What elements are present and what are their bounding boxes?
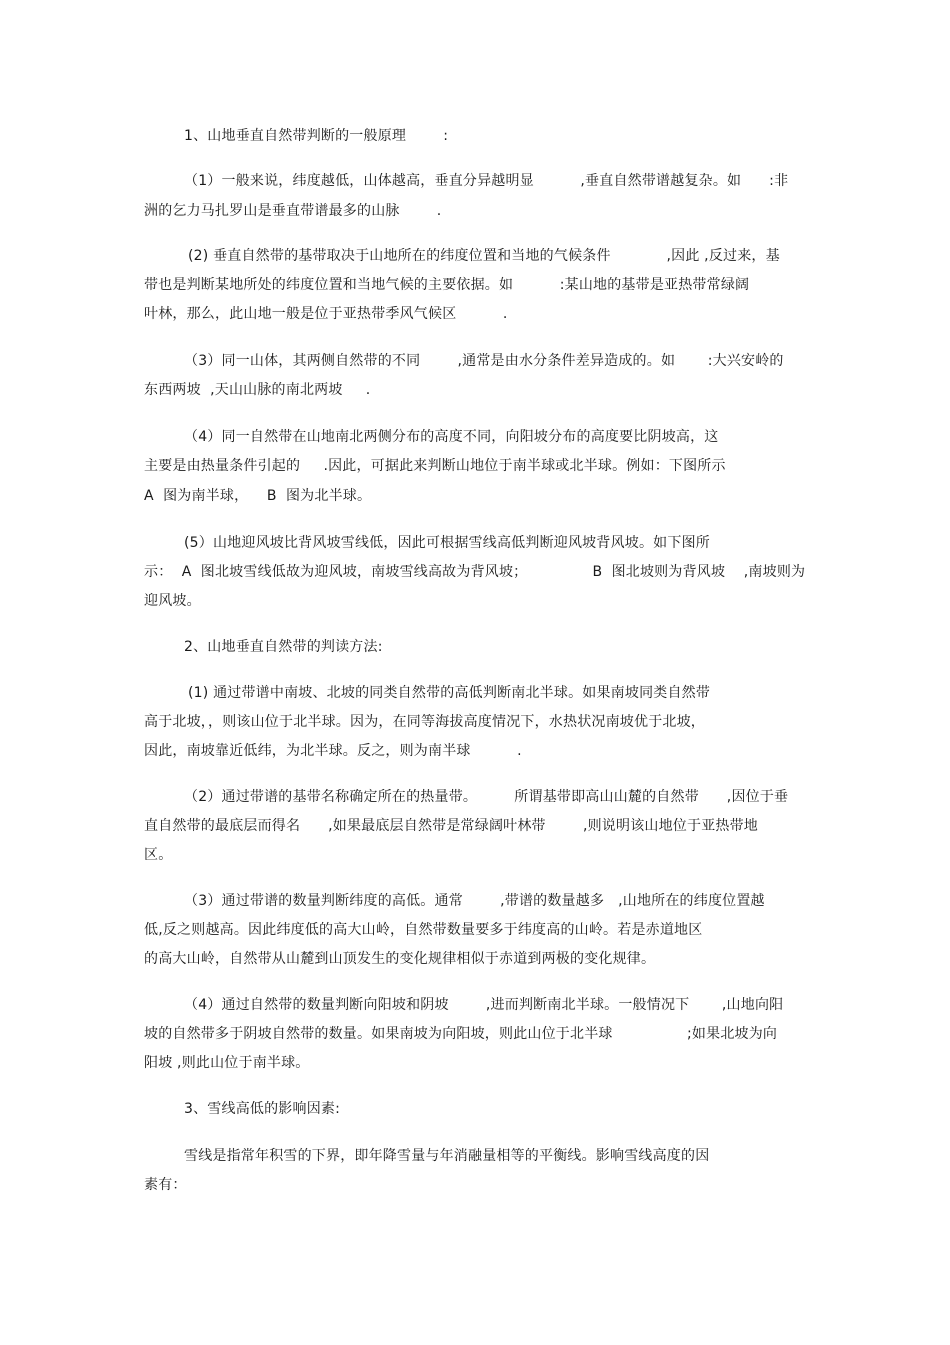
paragraph-4-line-3: A 图为南半球， B 图为北半球。 — [144, 488, 372, 504]
paragraph-5-line-2: 示： A 图北坡雪线低故为迎风坡，南坡雪线高故为背风坡； B 图北坡则为背风坡 ,南坡则为 — [144, 564, 806, 580]
paragraph-3-line-2: 东西两坡 ,天山山脉的南北两坡 . — [144, 382, 371, 398]
paragraph-8-line-1: （3）通过带谱的数量判断纬度的高低。通常 ,带谱的数量越多 ,山地所在的纬度位置越 — [184, 893, 765, 909]
paragraph-8-line-2: 低,反之则越高。因此纬度低的高大山岭，自然带数量要多于纬度高的山岭。若是赤道地区 — [144, 922, 703, 938]
paragraph-2-line-2: 带也是判断某地所处的纬度位置和当地气候的主要依据。如 :某山地的基带是亚热带常绿阔 — [144, 277, 750, 293]
paragraph-9-line-2: 坡的自然带多于阴坡自然带的数量。如果南坡为向阳坡，则此山位于北半球 ;如果北坡为向 — [144, 1026, 778, 1042]
paragraph-6-line-1: (1) 通过带谱中南坡、北坡的同类自然带的高低判断南北半球。如果南坡同类自然带 — [188, 685, 711, 701]
paragraph-2-line-1: (2) 垂直自然带的基带取决于山地所在的纬度位置和当地的气候条件 ,因此 ,反过来，基 — [188, 248, 780, 264]
paragraph-6-line-3: 因此，南坡靠近低纬，为北半球。反之，则为南半球 . — [144, 743, 522, 759]
paragraph-9-line-1: （4）通过自然带的数量判断向阳坡和阴坡 ,进而判断南北半球。一般情况下 ,山地向阳 — [184, 997, 784, 1013]
paragraph-7-line-3: 区。 — [144, 847, 173, 863]
paragraph-1-line-1: （1）一般来说，纬度越低，山体越高，垂直分异越明显 ,垂直自然带谱越复杂。如 :非 — [184, 173, 789, 189]
paragraph-7-line-2: 直自然带的最底层而得名 ,如果最底层自然带是常绿阔叶林带 ,则说明该山地位于亚热带地 — [144, 818, 759, 834]
paragraph-1-line-2: 洲的乞力马扎罗山是垂直带谱最多的山脉 . — [144, 203, 442, 219]
section-2-heading: 2、山地垂直自然带的判读方法: — [184, 639, 383, 655]
paragraph-2-line-3: 叶林，那么，此山地一般是位于亚热带季风气候区 . — [144, 306, 508, 322]
section-1-heading: 1、山地垂直自然带判断的一般原理 : — [184, 128, 449, 144]
paragraph-7-line-1: （2）通过带谱的基带名称确定所在的热量带。 所谓基带即高山山麓的自然带 ,因位于垂 — [184, 789, 789, 805]
paragraph-10-line-1: 雪线是指常年积雪的下界，即年降雪量与年消融量相等的平衡线。影响雪线高度的因 — [184, 1148, 710, 1164]
paragraph-5-line-3: 迎风坡。 — [144, 593, 201, 609]
paragraph-4-line-1: （4）同一自然带在山地南北两侧分布的高度不同，向阳坡分布的高度要比阴坡高，这 — [184, 429, 719, 445]
paragraph-10-line-2: 素有： — [144, 1177, 187, 1193]
paragraph-9-line-3: 阳坡 ,则此山位于南半球。 — [144, 1055, 310, 1071]
paragraph-8-line-3: 的高大山岭，自然带从山麓到山顶发生的变化规律相似于赤道到两极的变化规律。 — [144, 951, 656, 967]
section-3-heading: 3、雪线高低的影响因素: — [184, 1101, 341, 1117]
paragraph-6-line-2: 高于北坡，，则该山位于北半球。因为，在同等海拔高度情况下，水热状况南坡优于北坡， — [144, 714, 705, 730]
paragraph-3-line-1: （3）同一山体，其两侧自然带的不同 ,通常是由水分条件差异造成的。如 :大兴安岭的 — [184, 353, 784, 369]
paragraph-4-line-2: 主要是由热量条件引起的 .因此，可据此来判断山地位于南半球或北半球。例如：下图所示 — [144, 458, 726, 474]
paragraph-5-line-1: (5）山地迎风坡比背风坡雪线低，因此可根据雪线高低判断迎风坡背风坡。如下图所 — [184, 535, 710, 551]
